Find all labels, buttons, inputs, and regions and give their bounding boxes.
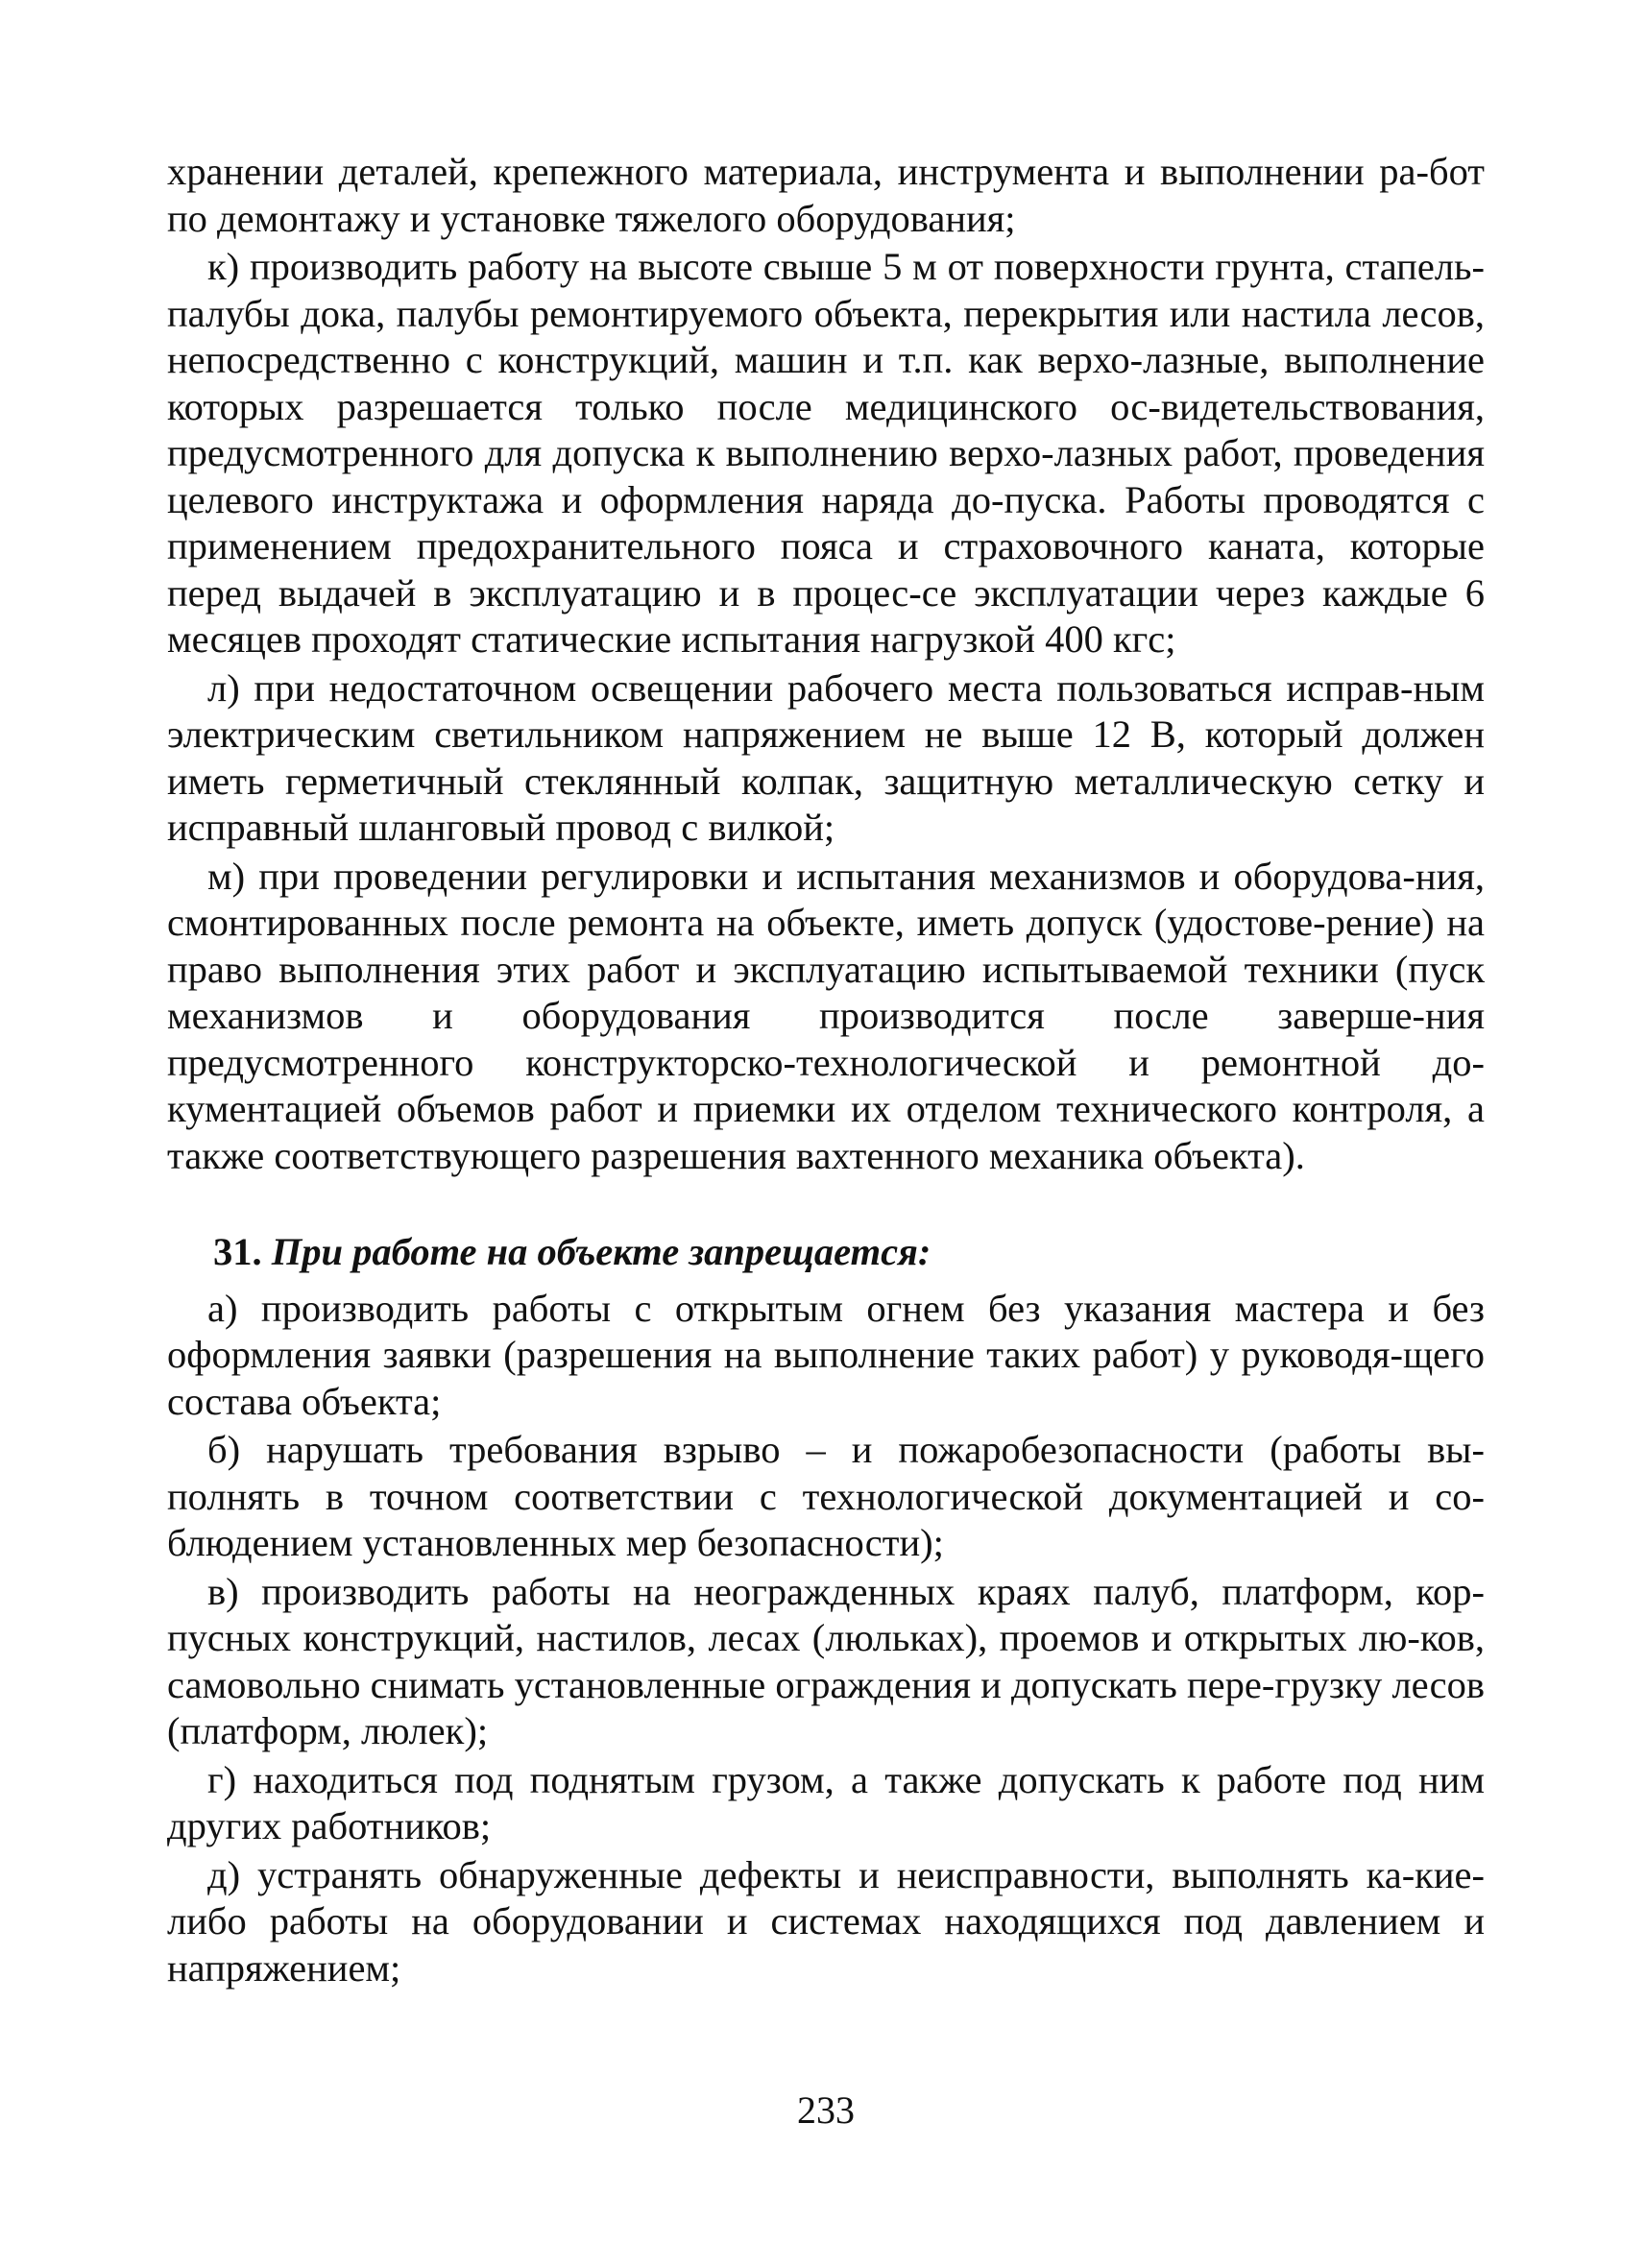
- paragraph-item-a: а) производить работы с открытым огнем без указания мастера и без оформления заявки (разрешения на выполнение таких работ) у руководя-щего состава объекта;: [167, 1286, 1485, 1423]
- paragraph-item-l: л) при недостаточном освещении рабочего места пользоваться исправ-ным электрическим светильником напряжением не выше 12 В, который должен иметь герметичный стеклянный колпак, защитную металлическую сетку и исправный шланговый провод с вилкой;: [167, 665, 1485, 849]
- section-heading: [167, 1229, 1485, 1276]
- paragraph-item-v: в) производить работы на неогражденных краях палуб, платформ, кор-пусных конструкций, настилов, лесах (люльках), проемов и открытых лю-ков, самовольно снимать установленные ограждения и допускать пере-грузку лесов (платформ, люлек);: [167, 1569, 1485, 1752]
- paragraph-item-b: б) нарушать требования взрыво – и пожаробезопасности (работы вы-полнять в точном соответствии с технологической документацией и со-блюдением установленных мер безопасности);: [167, 1428, 1485, 1564]
- paragraph-item-d: д) устранять обнаруженные дефекты и неисправности, выполнять ка-кие-либо работы на оборудовании и системах находящихся под давлением и напряжением;: [167, 1852, 1485, 1990]
- page-number: 233: [797, 2088, 855, 2132]
- section-title: При работе на объекте запрещается:: [271, 1230, 931, 1273]
- document-page: [167, 149, 1485, 2252]
- paragraph-item-g: г) находиться под поднятым грузом, а также допускать к работе под ним других работников;: [167, 1757, 1485, 1847]
- section-number: 31.: [213, 1230, 262, 1273]
- paragraph-item-m: м) при проведении регулировки и испытания механизмов и оборудова-ния, смонтированных после ремонта на объекте, иметь допуск (удостове-рение) на право выполнения этих работ и эксплуатацию испытываемой техники (пуск механизмов и оборудования производится после заверше-ния предусмотренного конструкторско-технологической и ремонтной до-кументацией объемов работ и приемки их отделом технического контроля, а также соответствующего разрешения вахтенного механика объекта).: [167, 854, 1485, 1177]
- paragraph-continuation: хранении деталей, крепежного материала, инструмента и выполнении ра-бот по демонтажу и установке тяжелого оборудования;: [167, 150, 1485, 240]
- paragraph-item-k: к) производить работу на высоте свыше 5 м от поверхности грунта, стапель-палубы дока, палубы ремонтируемого объекта, перекрытия или настила лесов, непосредственно с конструкций, машин и т.п. как верхо-лазные, выполнение которых разрешается только после медицинского ос-видетельствования, предусмотренного для допуска к выполнению верхо-лазных работ, проведения целевого инструктажа и оформления наряда до-пуска. Работы проводятся с применением предохранительного пояса и страховочного каната, которые перед выдачей в эксплуатацию и в процес-се эксплуатации через каждые 6 месяцев проходят статические испытания нагрузкой 400 кгс;: [167, 245, 1485, 661]
